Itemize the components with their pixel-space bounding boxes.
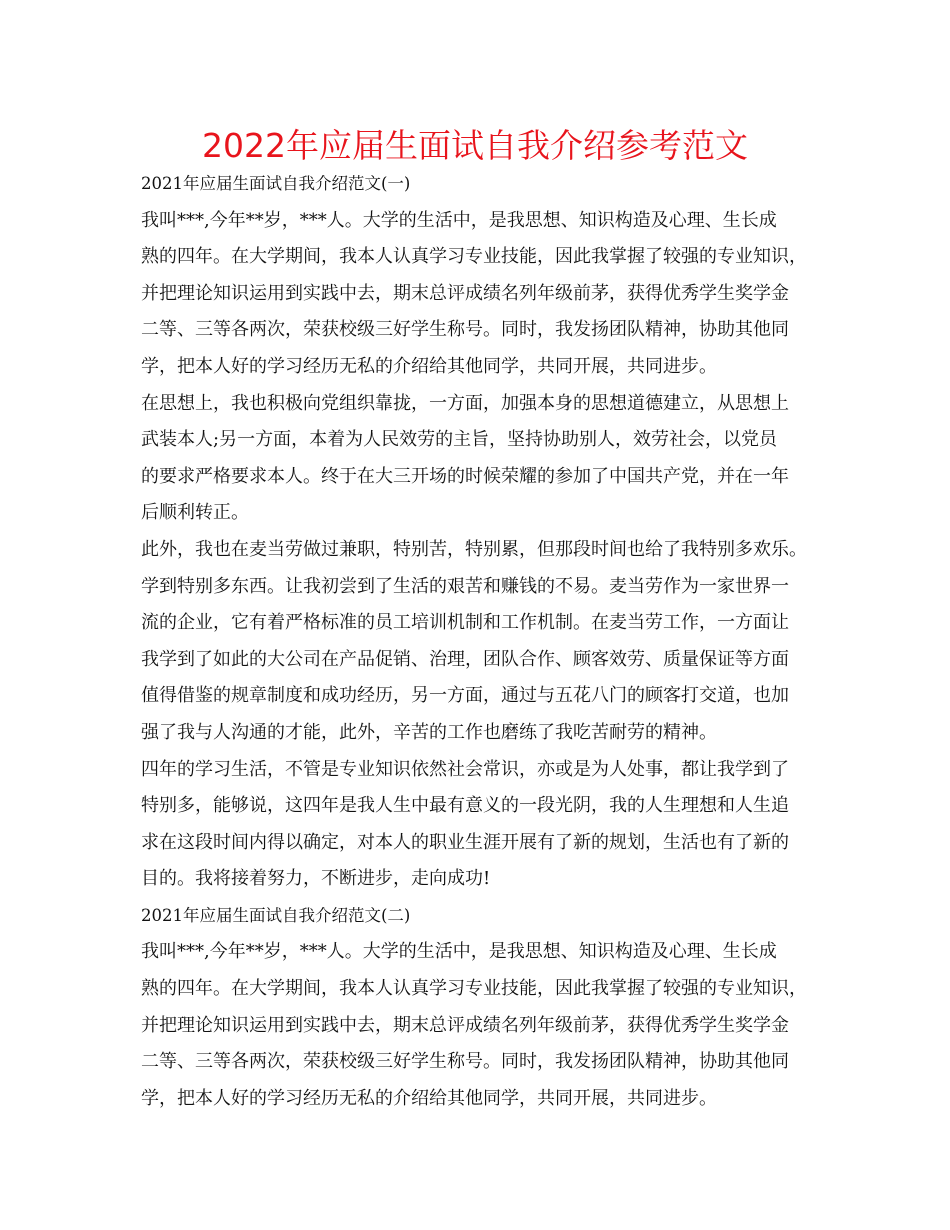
text-line: 后顺利转正。 (141, 502, 249, 524)
text-line: 此外，我也在麦当劳做过兼职，特别苦，特别累，但那段时间也给了我特别多欢乐。 (141, 538, 807, 560)
document-body (141, 166, 826, 1117)
document-title: 2022年应届生面试自我介绍参考范文 (202, 126, 748, 165)
text-line: 在思想上，我也积极向党组织靠拢，一方面，加强本身的思想道德建立，从思想上 (141, 392, 789, 414)
text-line: 并把理论知识运用到实践中去，期末总评成绩名列年级前茅，获得优秀学生奖学金 (141, 282, 789, 304)
text-line: 二等、三等各两次，荣获校级三好学生称号。同时，我发扬团队精神，协助其他同 (141, 1051, 789, 1073)
text-line: 学到特别多东西。让我初尝到了生活的艰苦和赚钱的不易。麦当劳作为一家世界一 (141, 575, 789, 597)
text-line: 流的企业，它有着严格标准的员工培训机制和工作机制。在麦当劳工作，一方面让 (141, 612, 789, 634)
text-line: 学，把本人好的学习经历无私的介绍给其他同学，共同开展，共同进步。 (141, 355, 717, 377)
text-line: 熟的四年。在大学期间，我本人认真学习专业技能，因此我掌握了较强的专业知识， (141, 246, 807, 268)
text-line: 并把理论知识运用到实践中去，期末总评成绩名列年级前茅，获得优秀学生奖学金 (141, 1014, 789, 1036)
text-line: 熟的四年。在大学期间，我本人认真学习专业技能，因此我掌握了较强的专业知识， (141, 978, 807, 1000)
section-heading: 2021年应届生面试自我介绍范文(二) (141, 905, 411, 925)
text-line: 特别多，能够说，这四年是我人生中最有意义的一段光阴，我的人生理想和人生追 (141, 795, 789, 817)
text-line: 强了我与人沟通的才能，此外，辛苦的工作也磨练了我吃苦耐劳的精神。 (141, 721, 717, 743)
text-line: 学，把本人好的学习经历无私的介绍给其他同学，共同开展，共同进步。 (141, 1087, 717, 1109)
text-line: 四年的学习生活，不管是专业知识依然社会常识，亦或是为人处事，都让我学到了 (141, 758, 789, 780)
text-line: 我叫***,今年**岁，***人。大学的生活中，是我思想、知识构造及心理、生长成 (141, 209, 777, 231)
text-line: 值得借鉴的规章制度和成功经历，另一方面，通过与五花八门的顾客打交道，也加 (141, 685, 789, 707)
text-line: 求在这段时间内得以确定，对本人的职业生涯开展有了新的规划，生活也有了新的 (141, 831, 789, 853)
text-line: 我学到了如此的大公司在产品促销、治理，团队合作、顾客效劳、质量保证等方面 (141, 648, 789, 670)
text-line: 武装本人;另一方面，本着为人民效劳的主旨，坚持协助别人，效劳社会，以党员 (141, 429, 778, 451)
text-line: 二等、三等各两次，荣获校级三好学生称号。同时，我发扬团队精神，协助其他同 (141, 319, 789, 341)
section-heading: 2021年应届生面试自我介绍范文(一) (141, 174, 411, 193)
text-line: 我叫***,今年**岁，***人。大学的生活中，是我思想、知识构造及心理、生长成 (141, 941, 777, 963)
text-line: 的要求严格要求本人。终于在大三开场的时候荣耀的参加了中国共产党，并在一年 (141, 465, 789, 487)
text-line: 目的。我将接着努力，不断进步，走向成功! (141, 868, 491, 890)
